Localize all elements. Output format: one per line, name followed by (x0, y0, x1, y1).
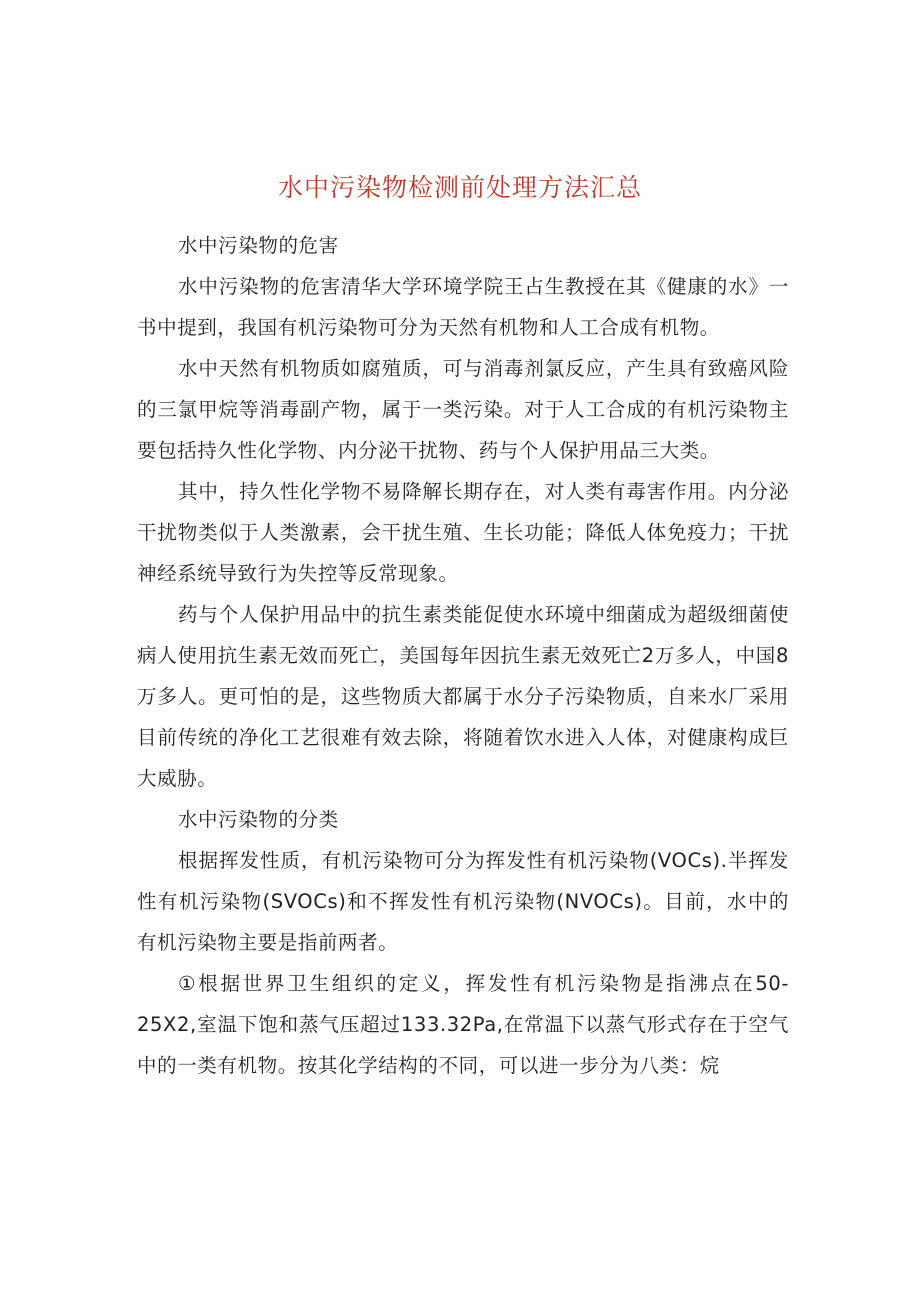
paragraph: 水中污染物的危害清华大学环境学院王占生教授在其《健康的水》一书中提到，我国有机污染物可分为天然有机物和人工合成有机物。 (137, 275, 789, 339)
paragraph: 其中，持久性化学物不易降解长期存在，对人类有毒害作用。内分泌干扰物类似于人类激素，会干扰生殖、生长功能；降低人体免疫力；干扰神经系统导致行为失控等反常现象。 (137, 480, 789, 585)
section-heading-hazards: 水中污染物的危害 (177, 234, 339, 257)
document-title: 水中污染物检测前处理方法汇总 (277, 173, 642, 202)
paragraph: 药与个人保护用品中的抗生素类能促使水环境中细菌成为超级细菌使病人使用抗生素无效而死亡，美国每年因抗生素无效死亡2万多人，中国8万多人。更可怕的是，这些物质大都属于水分子污染物质，自来水厂采用目前传统的净化工艺很难有效去除，将随着饮水进入人体，对健康构成巨大威胁。 (137, 603, 789, 790)
document-body (137, 225, 789, 1086)
paragraph: 水中天然有机物质如腐殖质，可与消毒剂氯反应，产生具有致癌风险的三氯甲烷等消毒副产物，属于一类污染。对于人工合成的有机污染物主要包括持久性化学物、内分泌干扰物、药与个人保护用品三大类。 (137, 357, 789, 462)
paragraph: ①根据世界卫生组织的定义，挥发性有机污染物是指沸点在50-25X2,室温下饱和蒸气压超过133.32Pa,在常温下以蒸气形式存在于空气中的一类有机物。按其化学结构的不同，可以进一步分为八类：烷 (137, 972, 789, 1077)
section-heading-classification: 水中污染物的分类 (177, 808, 339, 831)
paragraph: 根据挥发性质，有机污染物可分为挥发性有机污染物(VOCs).半挥发性有机污染物(SVOCs)和不挥发性有机污染物(NVOCs)。目前，水中的有机污染物主要是指前两者。 (137, 849, 789, 954)
